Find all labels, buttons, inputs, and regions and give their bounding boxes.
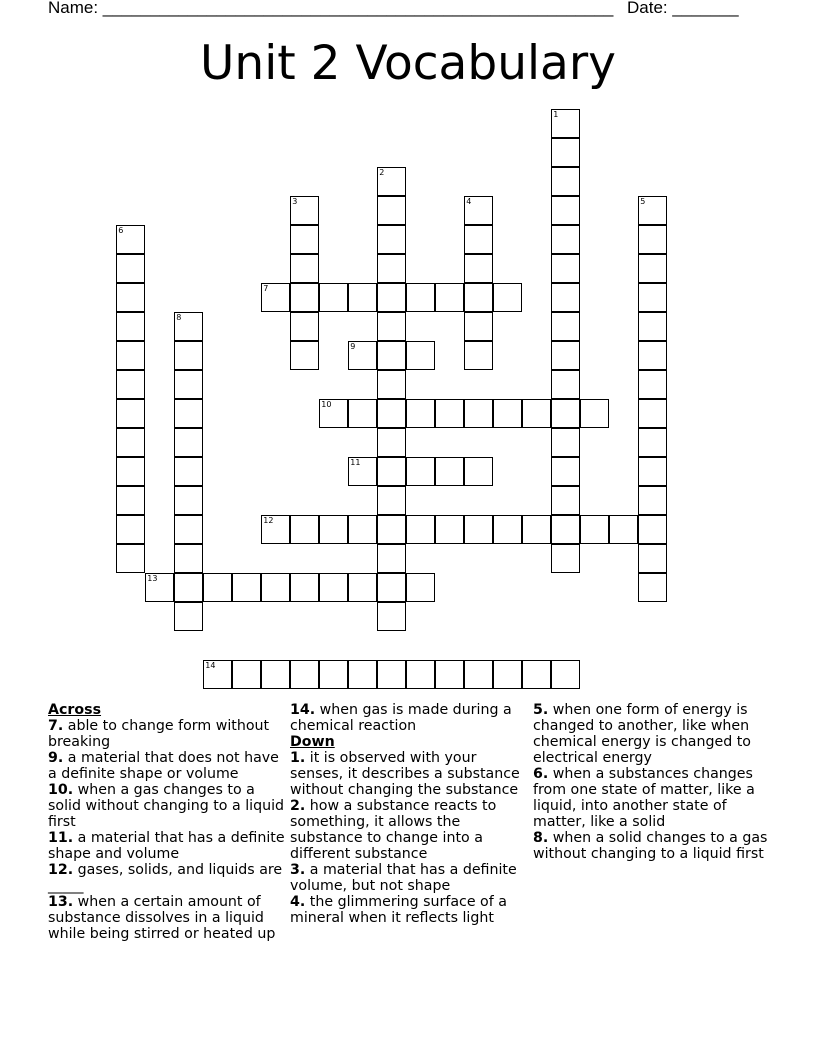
crossword-cell[interactable] [377,312,406,341]
crossword-cell[interactable] [406,399,435,428]
clue-down-4 [290,894,530,926]
crossword-cell[interactable] [232,660,261,689]
crossword-cell[interactable] [348,660,377,689]
clue-text: gases, solids, and liquids are _____ [48,862,283,894]
clue-number: 14. [290,702,316,718]
clue-text: how a substance reacts to something, it allows the substance to change into a different substance [290,798,497,862]
crossword-cell[interactable] [377,544,406,573]
clue-number: 12. [48,862,74,878]
crossword-cell[interactable] [203,573,232,602]
crossword-cell[interactable] [174,457,203,486]
crossword-cell[interactable] [174,515,203,544]
clue-down-6 [533,766,773,830]
clue-number: 7. [48,718,64,734]
crossword-cell[interactable] [406,573,435,602]
clue-number: 2. [290,798,306,814]
crossword-cell[interactable] [348,457,377,486]
clue-text: it is observed with your senses, it describes a substance without changing the substance [290,750,520,798]
crossword-cell[interactable] [435,515,464,544]
crossword-cell[interactable] [116,486,145,515]
crossword-cell[interactable] [290,573,319,602]
crossword-cell[interactable] [638,312,667,341]
crossword-cell[interactable] [580,515,609,544]
crossword-cell[interactable] [638,515,667,544]
crossword-cell[interactable] [348,341,377,370]
crossword-cell[interactable] [551,544,580,573]
clue-down-3 [290,862,530,894]
clue-across-10 [48,782,288,830]
crossword-cell[interactable] [406,660,435,689]
clue-text: when a gas changes to a solid without changing to a liquid first [48,782,285,830]
clue-across-13 [48,894,288,942]
crossword-cell[interactable] [464,341,493,370]
cell-number: 4 [466,197,472,207]
crossword-cell[interactable] [319,573,348,602]
crossword-cell[interactable] [464,196,493,225]
crossword-cell[interactable] [174,602,203,631]
cell-number: 10 [321,400,332,410]
crossword-cell[interactable] [348,283,377,312]
crossword-cell[interactable] [435,660,464,689]
crossword-cell[interactable] [522,515,551,544]
crossword-cell[interactable] [464,457,493,486]
crossword-cell[interactable] [290,312,319,341]
crossword-cell[interactable] [116,254,145,283]
crossword-cell[interactable] [493,283,522,312]
clue-text: when gas is made during a chemical reaction [290,702,512,734]
clue-down-8 [533,830,773,862]
crossword-cell[interactable] [377,457,406,486]
clue-text: a material that has a definite volume, but not shape [290,862,517,894]
clue-text: when a substances changes from one state of matter, like a liquid, into another state of matter, like a solid [533,766,755,830]
crossword-cell[interactable] [551,109,580,138]
crossword-cell[interactable] [551,225,580,254]
crossword-cell[interactable] [406,283,435,312]
crossword-cell[interactable] [116,457,145,486]
date-field[interactable]: Date: _______ [627,0,739,17]
crossword-cell[interactable] [377,341,406,370]
clue-across-7 [48,718,288,750]
crossword-cell[interactable] [638,486,667,515]
crossword-cell[interactable] [551,399,580,428]
crossword-cell[interactable] [551,370,580,399]
clue-down-5 [533,702,773,766]
crossword-cell[interactable] [609,515,638,544]
cell-number: 5 [640,197,646,207]
clue-number: 9. [48,750,64,766]
clue-number: 3. [290,862,306,878]
crossword-cell[interactable] [116,428,145,457]
crossword-cell[interactable] [348,515,377,544]
crossword-cell[interactable] [551,283,580,312]
crossword-cell[interactable] [174,399,203,428]
crossword-cell[interactable] [638,341,667,370]
crossword-cell[interactable] [348,573,377,602]
clue-text: when a certain amount of substance dissolves in a liquid while being stirred or heated up [48,894,276,942]
crossword-cell[interactable] [377,370,406,399]
crossword-cell[interactable] [145,573,174,602]
crossword-cell[interactable] [638,283,667,312]
crossword-cell[interactable] [551,428,580,457]
crossword-cell[interactable] [377,486,406,515]
across-heading: Across [48,702,102,718]
crossword-cell[interactable] [464,254,493,283]
cell-number: 3 [292,197,298,207]
clue-across-9 [48,750,288,782]
crossword-cell[interactable] [464,283,493,312]
crossword-cell[interactable] [116,341,145,370]
crossword-cell[interactable] [377,254,406,283]
crossword-cell[interactable] [377,283,406,312]
crossword-cell[interactable] [319,660,348,689]
crossword-cell[interactable] [174,341,203,370]
clue-number: 13. [48,894,74,910]
clue-across-14 [290,702,530,734]
crossword-cell[interactable] [493,660,522,689]
crossword-cell[interactable] [377,399,406,428]
crossword-cell[interactable] [261,283,290,312]
crossword-cell[interactable] [116,399,145,428]
crossword-cell[interactable] [493,515,522,544]
cell-number: 9 [350,342,356,352]
clue-number: 4. [290,894,306,910]
crossword-cell[interactable] [551,196,580,225]
crossword-cell[interactable] [174,370,203,399]
crossword-cell[interactable] [377,167,406,196]
crossword-cell[interactable] [638,544,667,573]
crossword-cell[interactable] [174,428,203,457]
crossword-cell[interactable] [464,515,493,544]
cell-number: 7 [263,284,269,294]
clue-number: 5. [533,702,549,718]
crossword-cell[interactable] [464,660,493,689]
name-field[interactable]: Name: ______________________________________________________ [48,0,614,17]
crossword-cell[interactable] [290,660,319,689]
crossword-cell[interactable] [348,399,377,428]
clues-column-1 [48,702,288,942]
cell-number: 6 [118,226,124,236]
crossword-cell[interactable] [406,457,435,486]
crossword-cell[interactable] [174,486,203,515]
cell-number: 8 [176,313,182,323]
crossword-cell[interactable] [319,283,348,312]
page-title: Unit 2 Vocabulary [200,36,616,91]
crossword-cell[interactable] [116,312,145,341]
cell-number: 14 [205,661,216,671]
crossword-cell[interactable] [638,399,667,428]
crossword-cell[interactable] [377,196,406,225]
clue-text: the glimmering surface of a mineral when it reflects light [290,894,507,926]
crossword-cell[interactable] [290,341,319,370]
crossword-cell[interactable] [435,283,464,312]
clue-text: able to change form without breaking [48,718,270,750]
clue-text: a material that has a definite shape and volume [48,830,285,862]
crossword-cell[interactable] [551,660,580,689]
crossword-cell[interactable] [116,225,145,254]
crossword-cell[interactable] [580,399,609,428]
crossword-cell[interactable] [638,225,667,254]
crossword-cell[interactable] [377,573,406,602]
crossword-cell[interactable] [377,660,406,689]
crossword-cell[interactable] [319,399,348,428]
clue-text: a material that does not have a definite shape or volume [48,750,279,782]
crossword-cell[interactable] [116,515,145,544]
crossword-cell[interactable] [261,660,290,689]
crossword-cell[interactable] [203,660,232,689]
crossword-cell[interactable] [638,428,667,457]
crossword-cell[interactable] [638,457,667,486]
crossword-cell[interactable] [174,573,203,602]
crossword-cell[interactable] [116,544,145,573]
crossword-cell[interactable] [290,283,319,312]
crossword-cell[interactable] [377,225,406,254]
crossword-cell[interactable] [551,341,580,370]
crossword-cell[interactable] [406,341,435,370]
crossword-cell[interactable] [435,457,464,486]
crossword-cell[interactable] [638,196,667,225]
crossword-cell[interactable] [638,254,667,283]
clue-number: 8. [533,830,549,846]
crossword-cell[interactable] [116,370,145,399]
crossword-cell[interactable] [551,254,580,283]
crossword-cell[interactable] [116,283,145,312]
cell-number: 13 [147,574,158,584]
clue-number: 6. [533,766,549,782]
crossword-cell[interactable] [377,515,406,544]
clue-number: 1. [290,750,306,766]
clues-column-2 [290,702,530,926]
crossword-cell[interactable] [377,428,406,457]
crossword-cell[interactable] [551,486,580,515]
crossword-cell[interactable] [174,312,203,341]
clue-down-1 [290,750,530,798]
clue-text: when a solid changes to a gas without changing to a liquid first [533,830,768,862]
crossword-cell[interactable] [551,312,580,341]
crossword-cell[interactable] [261,515,290,544]
cell-number: 12 [263,516,274,526]
cell-number: 11 [350,458,361,468]
clue-number: 11. [48,830,74,846]
down-heading: Down [290,734,335,750]
clue-down-2 [290,798,530,862]
crossword-cell[interactable] [551,457,580,486]
crossword-cell[interactable] [551,515,580,544]
crossword-cell[interactable] [435,399,464,428]
crossword-cell[interactable] [551,167,580,196]
crossword-cell[interactable] [290,196,319,225]
crossword-cell[interactable] [232,573,261,602]
crossword-cell[interactable] [406,515,435,544]
crossword-cell[interactable] [290,515,319,544]
clue-across-12 [48,862,288,894]
crossword-cell[interactable] [290,225,319,254]
crossword-cell[interactable] [493,399,522,428]
crossword-cell[interactable] [261,573,290,602]
crossword-cell[interactable] [522,399,551,428]
cell-number: 2 [379,168,385,178]
crossword-cell[interactable] [522,660,551,689]
clue-text: when one form of energy is changed to another, like when chemical energy is changed to electrical energy [533,702,751,766]
crossword-cell[interactable] [638,573,667,602]
crossword-cell[interactable] [464,225,493,254]
crossword-cell[interactable] [551,138,580,167]
crossword-cell[interactable] [464,399,493,428]
clue-number: 10. [48,782,74,798]
clues-column-3 [533,702,773,862]
crossword-cell[interactable] [290,254,319,283]
crossword-cell[interactable] [319,515,348,544]
crossword-cell[interactable] [377,602,406,631]
crossword-cell[interactable] [638,370,667,399]
clue-across-11 [48,830,288,862]
cell-number: 1 [553,110,559,120]
crossword-cell[interactable] [464,312,493,341]
crossword-cell[interactable] [174,544,203,573]
